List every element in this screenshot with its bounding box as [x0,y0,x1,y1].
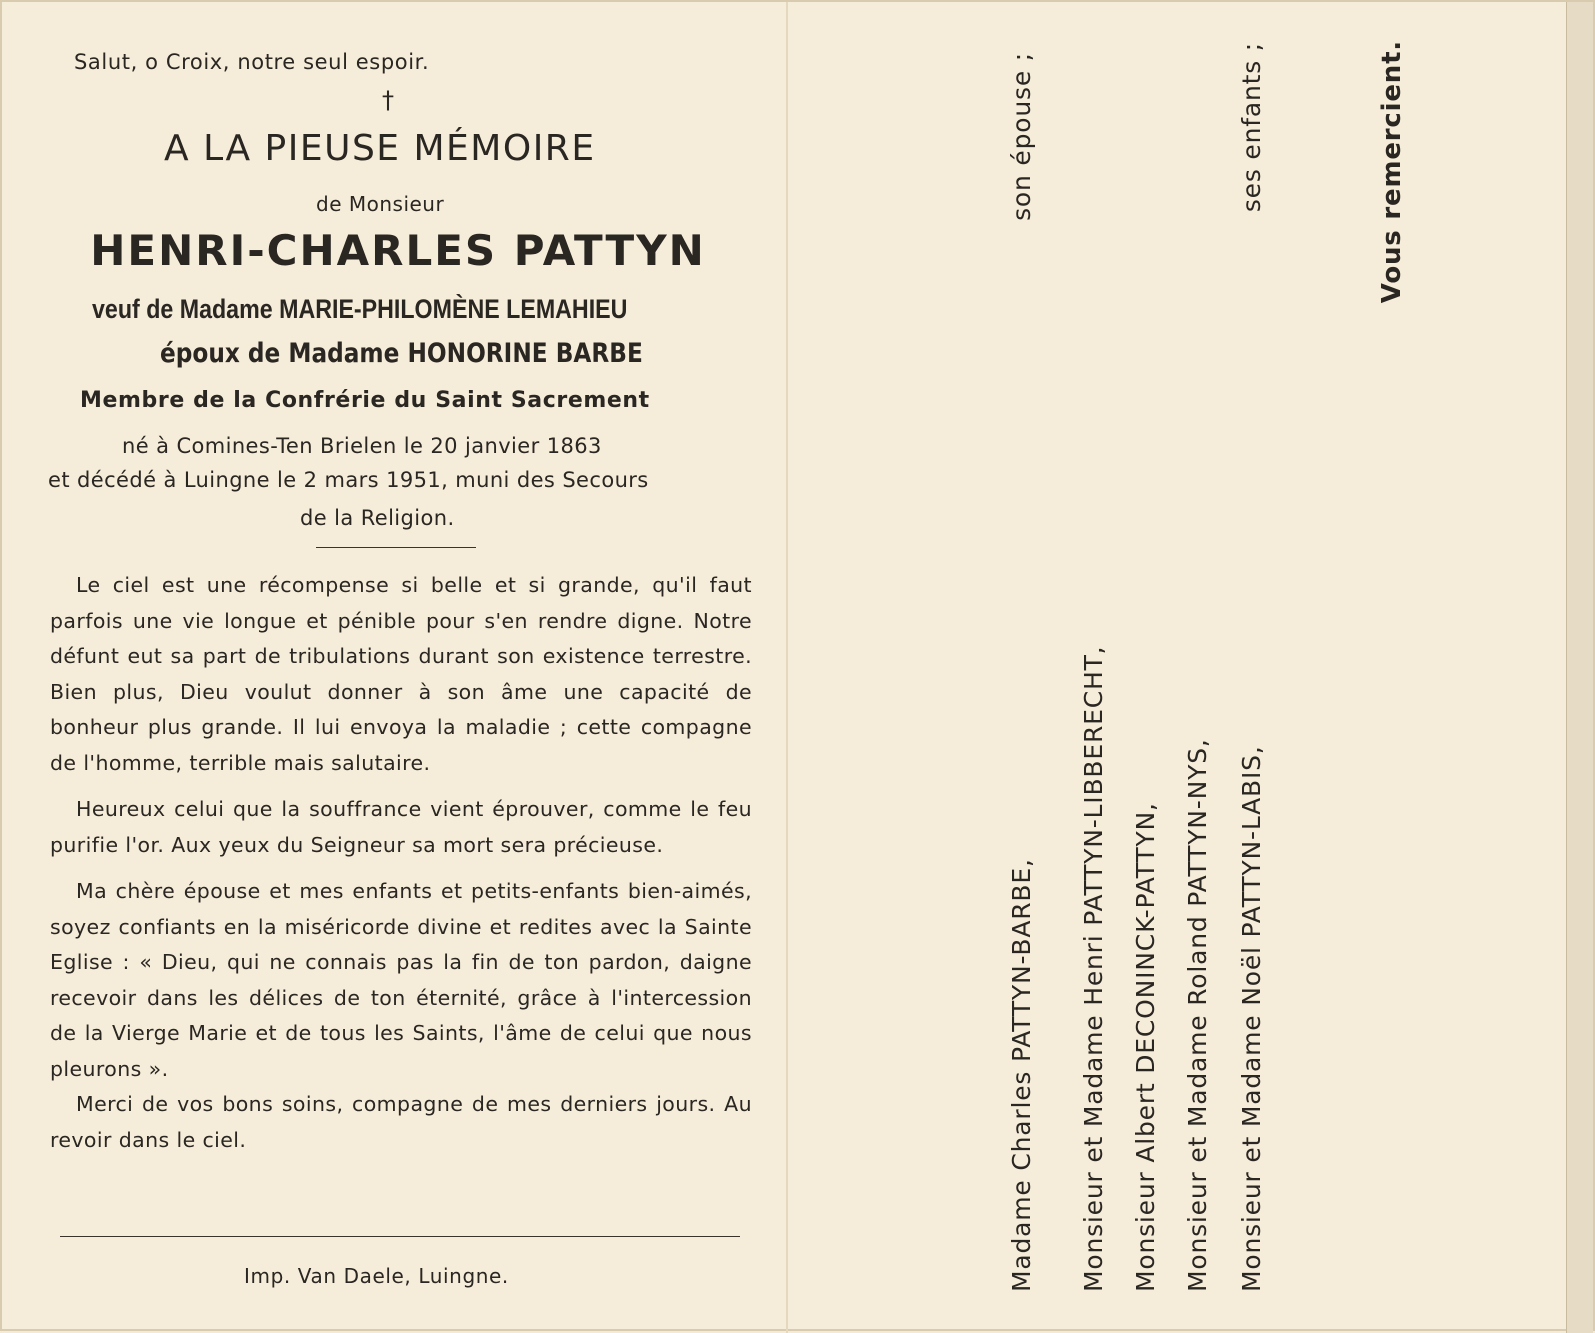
child-column-2 [1126,67,1166,1292]
paragraph-1: Le ciel est une récompense si belle et si grande, qu'il faut parfois une vie longue et pénible pour s'en rendre digne. Notre défunt eut sa part de tribulations durant son existence terrestre. Bien plus, Dieu voulut donner à son âme une capacité de bonheur plus grande. Il lui envoya la maladie ; cette compagne de l'homme, terrible mais salutaire. [50,573,752,775]
child-column-4 [1232,42,1272,1292]
paragraph-3: Ma chère épouse et mes enfants et petits-enfants bien-aimés, soyez confiants en la miséricorde divine et redites avec la Sainte Eglise : « Dieu, qui ne connais pas la fin de ton pardon, daigne recevoir dans les délices de ton éternité, grâce à l'intercession de la Vierge Marie et de tous les Saints, l'âme de celui que nous pleurons ». [50,879,752,1081]
card-fold [786,2,788,1333]
spouse-label: son épouse ; [1007,52,1036,221]
spouse-name: Madame Charles PATTYN-BARBE, [1007,858,1036,1292]
card-edge [1566,2,1593,1333]
child-1: Monsieur et Madame Henri PATTYN-LIBBERECHT, [1079,645,1108,1292]
death-line: et décédé à Luingne le 2 mars 1951, muni des Secours [48,468,649,492]
child-column-3 [1178,67,1218,1292]
divider-long [60,1236,740,1237]
body-text [50,568,752,1158]
printer-line: Imp. Van Daele, Luingne. [244,1264,509,1288]
religion-line: de la Religion. [300,506,455,530]
child-2: Monsieur Albert DECONINCK-PATTYN, [1131,802,1160,1292]
paragraph-4: Merci de vos bons soins, compagne de mes derniers jours. Au revoir dans le ciel. [50,1092,752,1152]
spouse-line: époux de Madame HONORINE BARBE [160,338,643,369]
child-4: Monsieur et Madame Noël PATTYN-LABIS, [1237,745,1266,1292]
widower-line: veuf de Madame MARIE-PHILOMÈNE LEMAHIEU [92,294,628,324]
cross-icon: † [382,86,394,114]
of-monsieur: de Monsieur [316,192,445,216]
thanks-column [1372,40,1412,1292]
paragraph-2: Heureux celui que la souffrance vient éprouver, comme le feu purifie l'or. Aux yeux du Seigneur sa mort sera précieuse. [50,797,752,857]
child-3: Monsieur et Madame Roland PATTYN-NYS, [1183,738,1212,1292]
membership-line: Membre de la Confrérie du Saint Sacrement [80,388,650,413]
deceased-name: HENRI-CHARLES PATTYN [90,226,706,275]
memorial-heading: A LA PIEUSE MÉMOIRE [164,128,596,169]
motto: Salut, o Croix, notre seul espoir. [74,50,430,74]
birth-line: né à Comines-Ten Brielen le 20 janvier 1863 [122,434,602,458]
child-column-1 [1074,67,1114,1292]
spouse-column [1002,52,1042,1292]
children-label: ses enfants ; [1237,42,1266,213]
divider-short [316,547,476,548]
thanks-text: Vous remercient. [1377,40,1407,304]
